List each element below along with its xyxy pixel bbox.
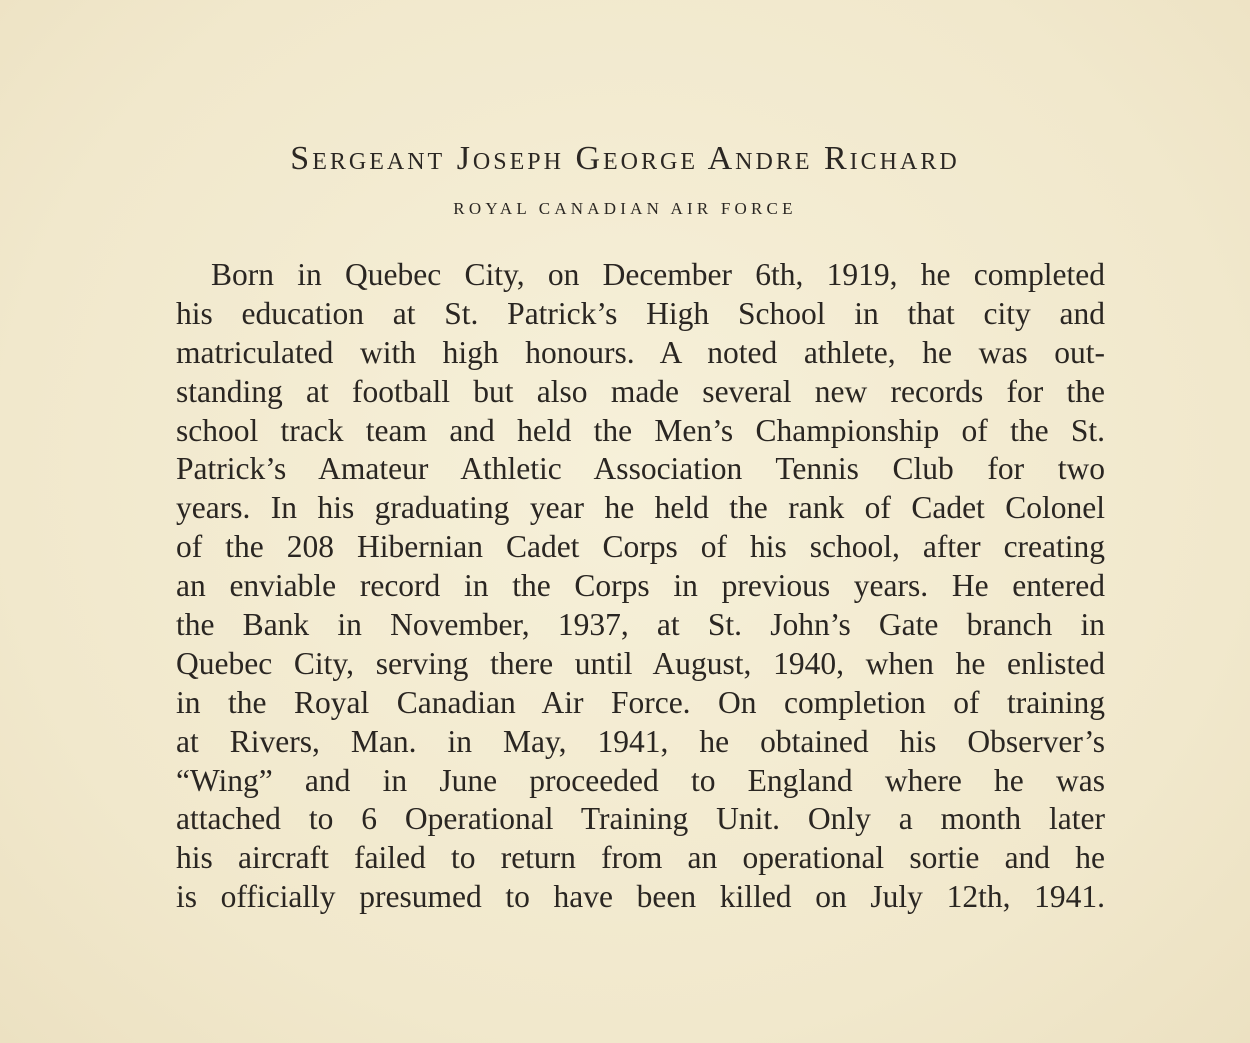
paragraph-line: his aircraft failed to return from an operational sortie and he xyxy=(176,840,1105,876)
paragraph-line: of the 208 Hibernian Cadet Corps of his school, after creating xyxy=(176,529,1105,565)
paragraph-line: matriculated with high honours. A noted athlete, he was out- xyxy=(176,334,1105,370)
paragraph-line: the Bank in November, 1937, at St. John’s Gate branch in xyxy=(176,607,1105,643)
page-title: Sergeant Joseph George Andre Richard xyxy=(290,140,960,177)
paragraph-line: standing at football but also made several new records for the xyxy=(176,373,1105,409)
paragraph-line: his education at St. Patrick’s High School in that city and xyxy=(176,295,1105,331)
paragraph-line: Patrick’s Amateur Athletic Association Tennis Club for two xyxy=(176,451,1105,487)
biography-paragraph xyxy=(176,256,1105,917)
paragraph-line: in the Royal Canadian Air Force. On completion of training xyxy=(176,684,1105,720)
paragraph-line: Quebec City, serving there until August, 1940, when he enlisted xyxy=(176,645,1105,681)
paragraph-line: years. In his graduating year he held the rank of Cadet Colonel xyxy=(176,490,1105,526)
paragraph-line: an enviable record in the Corps in previous years. He entered xyxy=(176,568,1105,604)
paragraph-line: is officially presumed to have been killed on July 12th, 1941. xyxy=(176,879,1105,915)
paragraph-line: “Wing” and in June proceeded to England where he was xyxy=(176,762,1105,798)
paragraph-line: school track team and held the Men’s Championship of the St. xyxy=(176,412,1105,448)
paragraph-line: attached to 6 Operational Training Unit. Only a month later xyxy=(176,801,1105,837)
paragraph-line: Born in Quebec City, on December 6th, 1919, he completed xyxy=(211,257,1105,292)
paragraph-line: at Rivers, Man. in May, 1941, he obtained his Observer’s xyxy=(176,723,1105,759)
page-subtitle: ROYAL CANADIAN AIR FORCE xyxy=(453,199,797,218)
